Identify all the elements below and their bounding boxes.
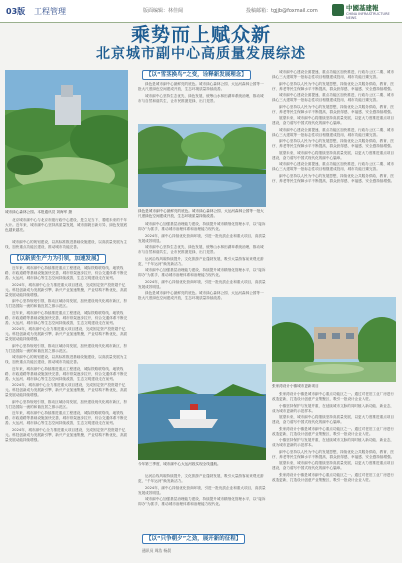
page-number: 03版 <box>6 7 26 16</box>
col1-para4: 副中心坚持规划引领，推动区域协同发展，加快建设现代化城市新区，努力打造国际一流的和谐宜居之都示范区。 <box>5 299 127 308</box>
col3-bottom-text <box>272 392 396 554</box>
subheadline: 北京城市副中心高质量发展综述 <box>96 46 306 62</box>
col3-para2-e: 副中心坚持以人民为中心的发展思想，持续优化公共服务供给，教育、医疗、养老等民生保障水平不断提高，群众获得感、幸福感、安全感持续增强。 <box>272 449 395 459</box>
photo-caption-2-text: 绿色是城市副中心最鲜亮的底色。城市绿心森林公园、大运河森林公园等一批大尺度绿色空间建成开放，生态环境质量持续改善。 <box>138 209 264 218</box>
newspaper-logo <box>332 3 396 19</box>
photo-caption-4: 张家湾设计小镇城市更新项目 <box>272 384 319 388</box>
col2-para3-b: 城市副中心加强基层治理能力建设，持续提升城市精细化管理水平，以“接诉即办”为抓手，推动城市治理体系和治理能力现代化。 <box>138 268 266 277</box>
col3-para2-b: 副中心坚持以人民为中心的发展思想，持续优化公共服务供给，教育、医疗、养老等民生保障水平不断提高，群众获得感、幸福感、安全感持续增强。 <box>272 104 395 114</box>
col1-para1-text: 城市副中心的规划建设，以高标准推进基础设施建设，以高质量发展为主线，加快重点功能区建设，推动城市功能完善。 <box>5 240 127 249</box>
col1-para4-cont: 副中心坚持规划引领，推动区域协同发展，加快建设现代化城市新区，努力打造国际一流的和谐宜居之都示范区。 <box>5 343 127 353</box>
col3-para3-b: 张家湾设计小镇是城市副中心重点功能区之一。通过对老旧工业厂房进行改造更新，打造设计创意产业集聚区，吸引一批设计企业入驻。 <box>272 426 394 436</box>
photo-canal-boat <box>138 364 266 460</box>
col3-para4: 小镇坚持保护与发展并重，在延续城市文脉的同时植入新功能、新业态，成为城市更新的示范样本。 <box>272 403 394 413</box>
col2-para5-b: 运河沿线风貌持续提升，文化旅游产业蓬勃发展，吸引大量游客前来观光游览，“千年运河”焕发新活力。 <box>138 256 264 266</box>
col1-body <box>5 266 128 556</box>
photo-caption-1: 城市绿心森林公园。本报通讯员 刘海军 摄 <box>5 210 72 214</box>
col2-para3-c: 城市副中心加强基层治理能力建设，持续提升城市精细化管理水平，以“接诉即办”为抓手，推动城市治理体系和治理能力现代化。 <box>138 497 266 506</box>
col3-para2: 副中心坚持以人民为中心的发展思想，持续优化公共服务供给，教育、医疗、养老等民生保障水平不断提高，群众获得感、幸福感、安全感持续增强。 <box>272 81 395 91</box>
col2-para1: 绿色是城市副中心最鲜亮的底色。城市绿心森林公园、大运河森林公园等一批大尺度绿色空间建成开放，生态环境质量持续改善。 <box>138 82 264 91</box>
lead-text: 北京城市副中心与北京市级行政中心建设，是立足当下、着眼未来的千年大计。近年来，城市副中心坚持高质量发展，城市面貌日新月异，绿色发展底色越来越亮。 <box>5 218 128 232</box>
photo-caption-2 <box>138 209 266 219</box>
col1-para2-cont: 近年来，城市副中心持续推进重点工程建设，城际铁路联络线、地铁线路、市政道路等基础设施加快完善，城市骨架逐步拉开，综合交通体系不断完善。大运河、城市绿心等生态空间持续改善，生态文明建设走在前列。 <box>5 310 128 325</box>
col2-para1-b: 绿色是城市副中心最鲜亮的底色。城市绿心森林公园、大运河森林公园等一批大尺度绿色空间建成开放，生态环境质量持续改善。 <box>138 291 264 300</box>
photo-lakeside-park <box>138 124 266 207</box>
col3-para5: 展望未来，城市副中心将继续坚持高质量发展，以更大力度推进重点项目建设，奋力谱写中国式现代化的副中心篇章。 <box>272 415 394 424</box>
col3-para5-b: 展望未来，城市副中心将继续坚持高质量发展，以更大力度推进重点项目建设，奋力谱写中国式现代化的副中心篇章。 <box>272 116 394 125</box>
lead-paragraph <box>5 218 128 238</box>
col3-para1: 城市副中心建设全面提速，重点功能区加快推进，行政办公区二期、城市绿心三大建筑等一批标志性项目相继建成投用，城市功能日臻完善。 <box>272 70 394 79</box>
editor-credit: 版面编辑：林佳阔 <box>143 8 184 14</box>
logo-mark-icon <box>332 4 344 16</box>
author-byline: 通讯员 周浩 杨晨 <box>142 548 171 553</box>
col1-para3-cont3: 2024年，城市副中心全力推进重大项目建设，完成固定资产投资超千亿元。科技创新成为发展新引擎，新兴产业加速集聚，产业结构不断优化，高质量发展动能持续增强。 <box>5 427 128 442</box>
col3-para3: 张家湾设计小镇是城市副中心重点功能区之一。通过对老旧工业厂房进行改造更新，打造设计创意产业集聚区，吸引一批设计企业入驻。 <box>272 392 394 401</box>
col1-para1 <box>5 240 128 252</box>
col3-top-text <box>272 70 396 295</box>
subhead-new-journey: 【以“只争朝夕”之劲，展开新的征程】 <box>142 534 245 544</box>
section-name: 工程管理 <box>34 7 66 16</box>
col2-top-text <box>138 82 266 122</box>
col2-para4-c: 2024年，副中心持续优化营商环境，引进一批优质企业和重大项目，高质量发展成效明显。 <box>138 485 266 495</box>
col2-para5: 运河沿线风貌持续提升，文化旅游产业蓬勃发展，吸引大量游客前来观光游览，“千年运河”焕发新活力。 <box>138 474 264 483</box>
col2-para4: 2024年，副中心持续优化营商环境，引进一批优质企业和重大项目，高质量发展成效明显。 <box>138 233 266 243</box>
col2-para2-b: 城市副中心坚持生态优先、绿色发展，统筹山水林田湖草系统治理，推动城市与自然和谐共生，让市民推窗见绿、出门见景。 <box>138 245 264 254</box>
col1-para3-cont: 2024年，城市副中心全力推进重大项目建设，完成固定资产投资超千亿元。科技创新成为发展新引擎，新兴产业加速集聚，产业结构不断优化，高质量发展动能持续增强。 <box>5 327 128 341</box>
subhead-new-productivity: 【以新质生产力为引领，加速发展】 <box>10 254 106 264</box>
col2-para3: 城市副中心加强基层治理能力建设，持续提升城市精细化管理水平，以“接诉即办”为抓手，推动城市治理体系和治理能力现代化。 <box>138 222 266 231</box>
col1-para1-cont: 城市副中心的规划建设，以高标准推进基础设施建设，以高质量发展为主线，加快重点功能区建设，推动城市功能完善。 <box>5 355 127 364</box>
col3-para2-c: 副中心坚持以人民为中心的发展思想，持续优化公共服务供给，教育、医疗、养老等民生保障水平不断提高，群众获得感、幸福感、安全感持续增强。 <box>272 139 395 148</box>
logo-subtitle: CHINA INFRASTRUCTURE NEWS <box>346 12 390 20</box>
contact-email: 投稿邮箱：tgjjb@foxmail.com <box>246 8 318 14</box>
col3-para1-d: 城市副中心建设全面提速，重点功能区加快推进，行政办公区二期、城市绿心三大建筑等一批标志性项目相继建成投用，城市功能日臻完善。 <box>272 162 394 171</box>
headline: 乘势而上赋众新 <box>130 24 271 46</box>
subhead-ecology: 【以“雪茎换鸟”之变，诠释新发展理念】 <box>142 70 251 80</box>
col3-para5-e: 展望未来，城市副中心将继续坚持高质量发展，以更大力度推进重点项目建设，奋力谱写中国式现代化的副中心篇章。 <box>272 461 394 470</box>
logo-title: 中國基建報 <box>346 4 379 12</box>
col3-para5-c: 展望未来，城市副中心将继续坚持高质量发展，以更大力度推进重点项目建设，奋力谱写中国式现代化的副中心篇章。 <box>272 150 394 160</box>
col3-para4-b: 小镇坚持保护与发展并重，在延续城市文脉的同时植入新功能、新业态，成为城市更新的示范样本。 <box>272 438 394 447</box>
col2-bottom-text <box>138 474 266 534</box>
col1-para2-cont3: 近年来，城市副中心持续推进重点工程建设，城际铁路联络线、地铁线路、市政道路等基础设施加快完善，城市骨架逐步拉开，综合交通体系不断完善。大运河、城市绿心等生态空间持续改善，生态文明建设走在前列。 <box>5 411 128 425</box>
col3-para3-c: 张家湾设计小镇是城市副中心重点功能区之一。通过对老旧工业厂房进行改造更新，打造设计创意产业集聚区，吸引一批设计企业入驻。 <box>272 472 394 482</box>
col2-middle-text <box>138 222 266 362</box>
col3-para1-b: 城市副中心建设全面提速，重点功能区加快推进，行政办公区二期、城市绿心三大建筑等一批标志性项目相继建成投用，城市功能日臻完善。 <box>272 93 394 102</box>
photo-green-park <box>5 70 128 208</box>
col1-para3-cont2: 2024年，城市副中心全力推进重大项目建设，完成固定资产投资超千亿元。科技创新成为发展新引擎，新兴产业加速集聚，产业结构不断优化，高质量发展动能持续增强。 <box>5 383 128 397</box>
col3-para2-d: 副中心坚持以人民为中心的发展思想，持续优化公共服务供给，教育、医疗、养老等民生保障水平不断提高，群众获得感、幸福感、安全感持续增强。 <box>272 173 395 183</box>
photo-caption-3: 今年第三季度，城市副中心大运河段实现全线通航。 <box>138 462 221 466</box>
photo-design-town <box>272 297 396 382</box>
col2-para4-b: 2024年，副中心持续优化营商环境，引进一批优质企业和重大项目，高质量发展成效明显。 <box>138 279 266 289</box>
col2-para2: 城市副中心坚持生态优先、绿色发展，统筹山水林田湖草系统治理，推动城市与自然和谐共生，让市民推窗见绿、出门见景。 <box>138 93 264 103</box>
col1-para3: 2024年，城市副中心全力推进重大项目建设，完成固定资产投资超千亿元。科技创新成为发展新引擎，新兴产业加速集聚，产业结构不断优化，高质量发展动能持续增强。 <box>5 282 128 297</box>
col3-para1-c: 城市副中心建设全面提速，重点功能区加快推进，行政办公区二期、城市绿心三大建筑等一批标志性项目相继建成投用，城市功能日臻完善。 <box>272 127 394 137</box>
col1-para4-cont2: 副中心坚持规划引领，推动区域协同发展，加快建设现代化城市新区，努力打造国际一流的和谐宜居之都示范区。 <box>5 399 127 409</box>
col1-para2: 近年来，城市副中心持续推进重点工程建设，城际铁路联络线、地铁线路、市政道路等基础设施加快完善，城市骨架逐步拉开，综合交通体系不断完善。大运河、城市绿心等生态空间持续改善，生态文明建设走在前列。 <box>5 266 128 280</box>
col1-para2-cont2: 近年来，城市副中心持续推进重点工程建设，城际铁路联络线、地铁线路、市政道路等基础设施加快完善，城市骨架逐步拉开，综合交通体系不断完善。大运河、城市绿心等生态空间持续改善，生态文明建设走在前列。 <box>5 366 128 381</box>
